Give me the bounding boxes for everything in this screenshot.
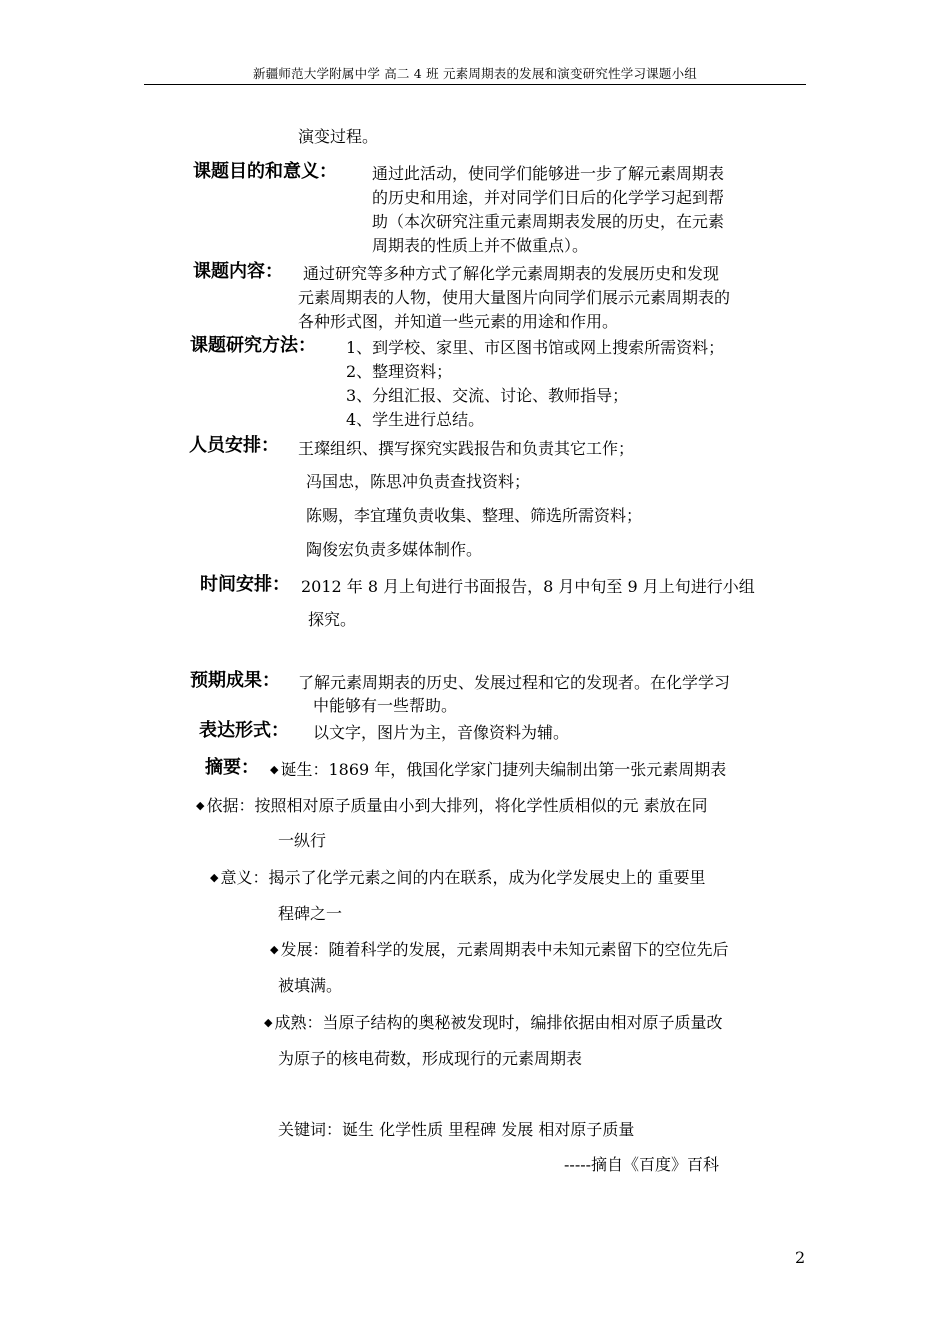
abstract-birth: ◆ 诞生：1869 年，俄国化学家门捷列夫编制出第一张元素周期表: [270, 760, 727, 779]
form-text: 以文字，图片为主，音像资料为辅。: [313, 723, 570, 742]
outcome-line: 了解元素周期表的历史、发展过程和它的发现者。在化学学习: [298, 673, 731, 692]
continuation-text: 演变过程。: [298, 127, 379, 146]
page-header: 新疆师范大学附属中学 高二 4 班 元素周期表的发展和演变研究性学习课题小组: [253, 66, 697, 81]
outcome-line: 中能够有一些帮助。: [313, 696, 458, 715]
staff-line: 王璨组织、撰写探究实践报告和负责其它工作；: [298, 439, 635, 458]
diamond-bullet-icon: ◆: [270, 943, 279, 956]
schedule-line: 探究。: [308, 610, 357, 629]
outcome-label: 预期成果：: [190, 670, 280, 691]
staff-label: 人员安排：: [189, 435, 279, 456]
abstract-meaning-cont: 程碑之一: [278, 904, 343, 923]
abstract-basis: ◆ 依据：按照相对原子质量由小到大排列，将化学性质相似的元 素放在同: [196, 796, 708, 815]
staff-line: 冯国忠，陈思冲负责查找资料；: [306, 472, 531, 491]
content-line: 各种形式图，并知道一些元素的用途和作用。: [298, 312, 619, 331]
staff-line: 陶俊宏负责多媒体制作。: [306, 540, 483, 559]
method-label: 课题研究方法：: [190, 335, 316, 356]
header-rule: [144, 84, 806, 85]
abstract-label: 摘要：: [205, 757, 259, 778]
method-item: 4、学生进行总结。: [346, 410, 485, 429]
schedule-line: 2012 年 8 月上旬进行书面报告，8 月中旬至 9 月上旬进行小组: [301, 577, 755, 596]
source-note: -----摘自《百度》百科: [564, 1155, 720, 1174]
abstract-maturity-cont: 为原子的核电荷数，形成现行的元素周期表: [278, 1049, 583, 1068]
method-item: 3、分组汇报、交流、讨论、教师指导；: [346, 386, 629, 405]
abstract-development-cont: 被填满。: [278, 976, 343, 995]
method-item: 2、整理资料；: [346, 362, 453, 381]
page-number: 2: [795, 1248, 806, 1267]
purpose-line: 的历史和用途，并对同学们日后的化学学习起到帮: [372, 188, 725, 207]
purpose-label: 课题目的和意义：: [193, 161, 337, 182]
keywords: 关键词：诞生 化学性质 里程碑 发展 相对原子质量: [278, 1120, 635, 1139]
diamond-bullet-icon: ◆: [210, 871, 219, 884]
method-item: 1、到学校、家里、市区图书馆或网上搜索所需资料；: [346, 338, 725, 357]
abstract-basis-cont: 一纵行: [278, 831, 327, 850]
form-label: 表达形式：: [199, 720, 289, 741]
abstract-maturity: ◆ 成熟：当原子结构的奥秘被发现时，编排依据由相对原子质量改: [264, 1013, 723, 1032]
abstract-meaning: ◆ 意义：揭示了化学元素之间的内在联系，成为化学发展史上的 重要里: [210, 868, 706, 887]
content-label: 课题内容：: [193, 261, 283, 282]
purpose-line: 通过此活动，使同学们能够进一步了解元素周期表: [372, 164, 725, 183]
content-line: 通过研究等多种方式了解化学元素周期表的发展历史和发现: [303, 264, 720, 283]
abstract-development: ◆ 发展：随着科学的发展，元素周期表中未知元素留下的空位先后: [270, 940, 729, 959]
diamond-bullet-icon: ◆: [270, 763, 279, 776]
purpose-line: 助（本次研究注重元素周期表发展的历史，在元素: [372, 212, 725, 231]
purpose-line: 周期表的性质上并不做重点）。: [372, 236, 589, 255]
schedule-label: 时间安排：: [200, 574, 290, 595]
diamond-bullet-icon: ◆: [264, 1016, 273, 1029]
staff-line: 陈赐，李宜瑾负责收集、整理、筛选所需资料；: [306, 506, 643, 525]
diamond-bullet-icon: ◆: [196, 799, 205, 812]
content-line: 元素周期表的人物，使用大量图片向同学们展示元素周期表的: [298, 288, 731, 307]
